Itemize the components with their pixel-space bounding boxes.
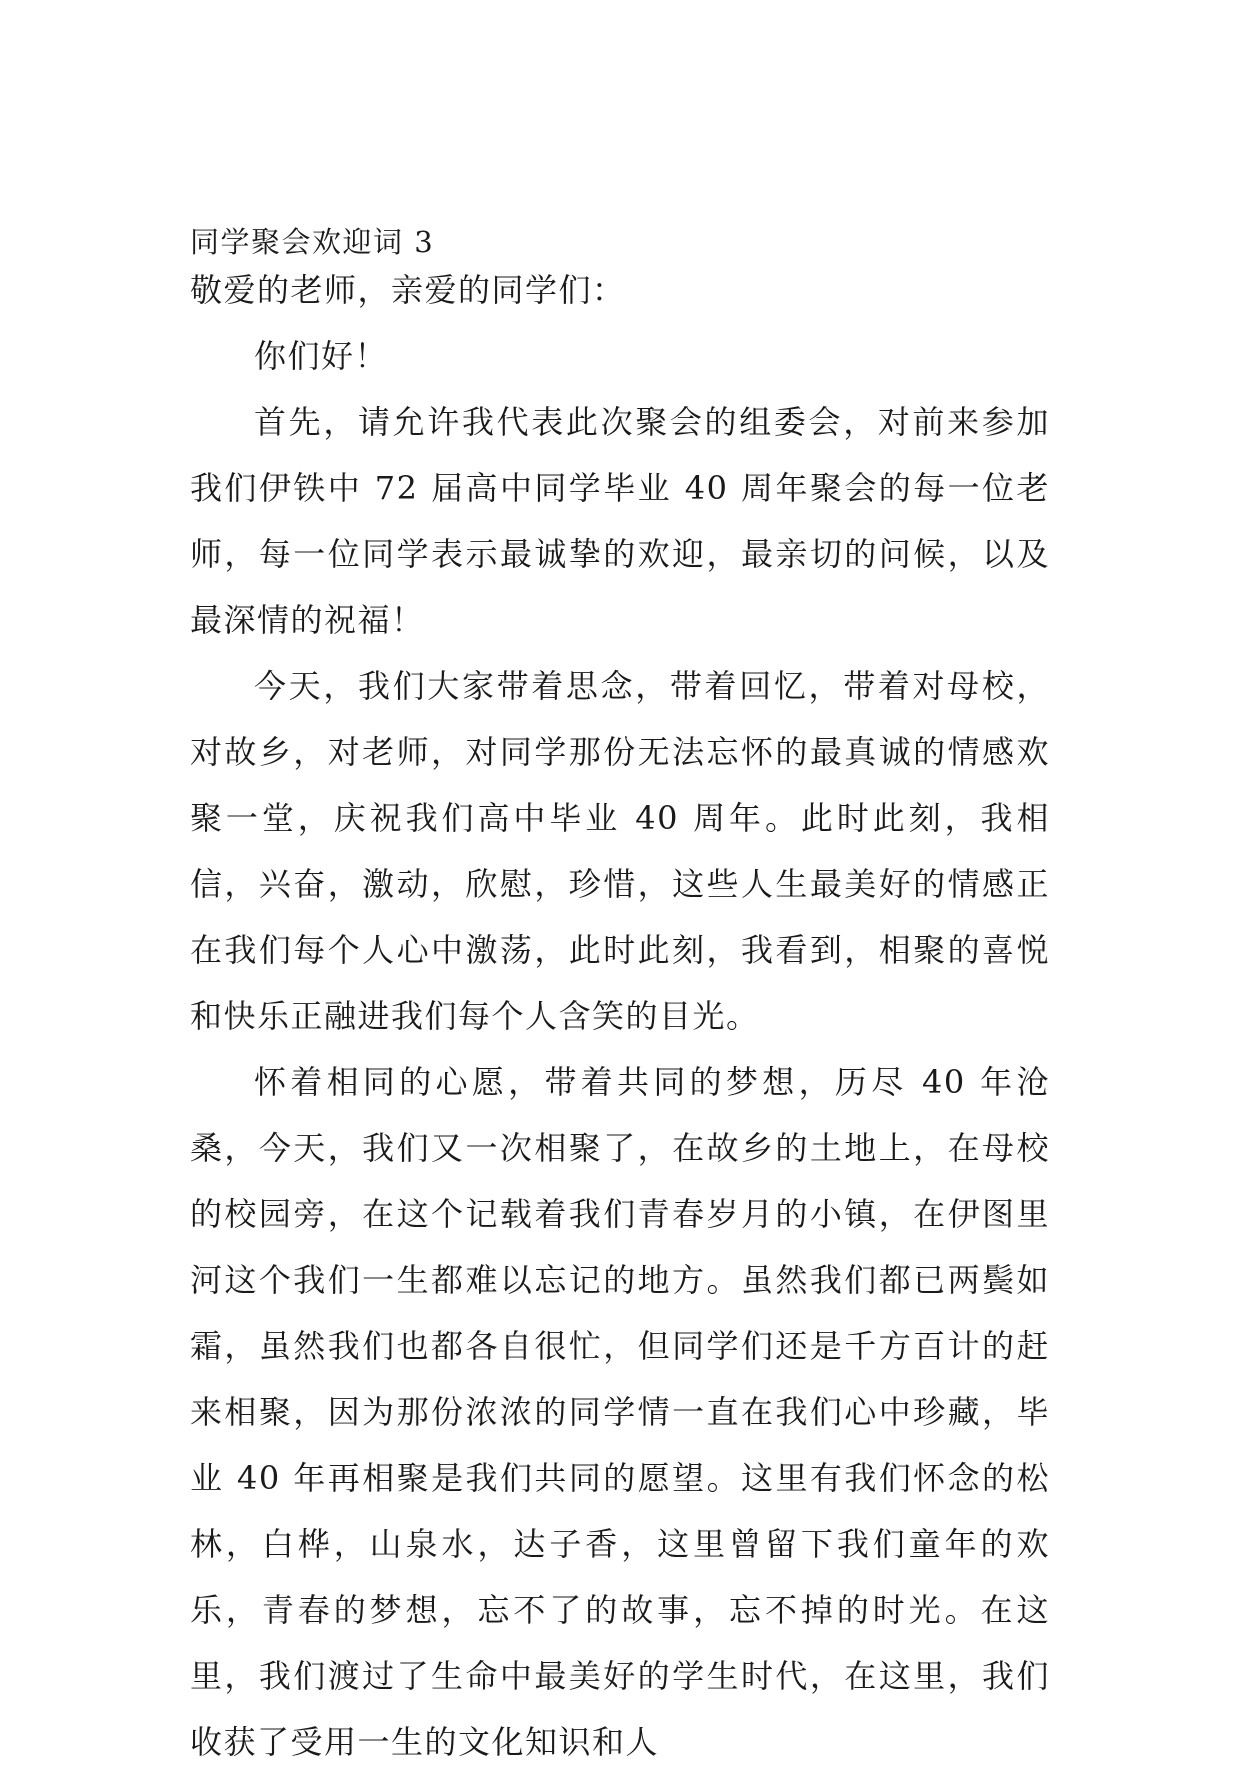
paragraph-greeting: 你们好！ <box>254 337 389 375</box>
document-title: 同学聚会欢迎词 3 <box>190 225 435 259</box>
salutation: 敬爱的老师，亲爱的同学们： <box>190 271 626 309</box>
paragraph-memories: 怀着相同的心愿，带着共同的梦想，历尽 40 年沧桑，今天，我们又一次相聚了，在故乡的土地上，在母校的校园旁，在这个记载着我们青春岁月的小镇，在伊图里河这个我们一生都难以忘记的地方。虽然我们都已两鬓如霜，虽然我们也都各自很忙，但同学们还是千方百计的赶来相聚，因为那份浓浓的同学情一直在我们心中珍藏，毕业 40 年再相聚是我们共同的愿望。这里有我们怀念的松林，白桦，山泉水，达子香，这里曾留下我们童年的欢乐，青春的梦想，忘不了的故事，忘不掉的时光。在这里，我们渡过了生命中最美好的学生时代，在这里，我们收获了受用一生的文化知识和人 <box>190 1063 1050 1761</box>
paragraph-today: 今天，我们大家带着思念，带着回忆，带着对母校，对故乡，对老师，对同学那份无法忘怀的最真诚的情感欢聚一堂，庆祝我们高中毕业 40 周年。此时此刻，我相信，兴奋，激动，欣慰，珍惜，这些人生最美好的情感正在我们每个人心中激荡，此时此刻，我看到，相聚的喜悦和快乐正融进我们每个人含笑的目光。 <box>190 667 1050 1035</box>
document-body <box>190 218 1050 1775</box>
paragraph-welcome: 首先，请允许我代表此次聚会的组委会，对前来参加我们伊铁中 72 届高中同学毕业 40 周年聚会的每一位老师，每一位同学表示最诚挚的欢迎，最亲切的问候，以及最深情的祝福！ <box>190 403 1050 639</box>
